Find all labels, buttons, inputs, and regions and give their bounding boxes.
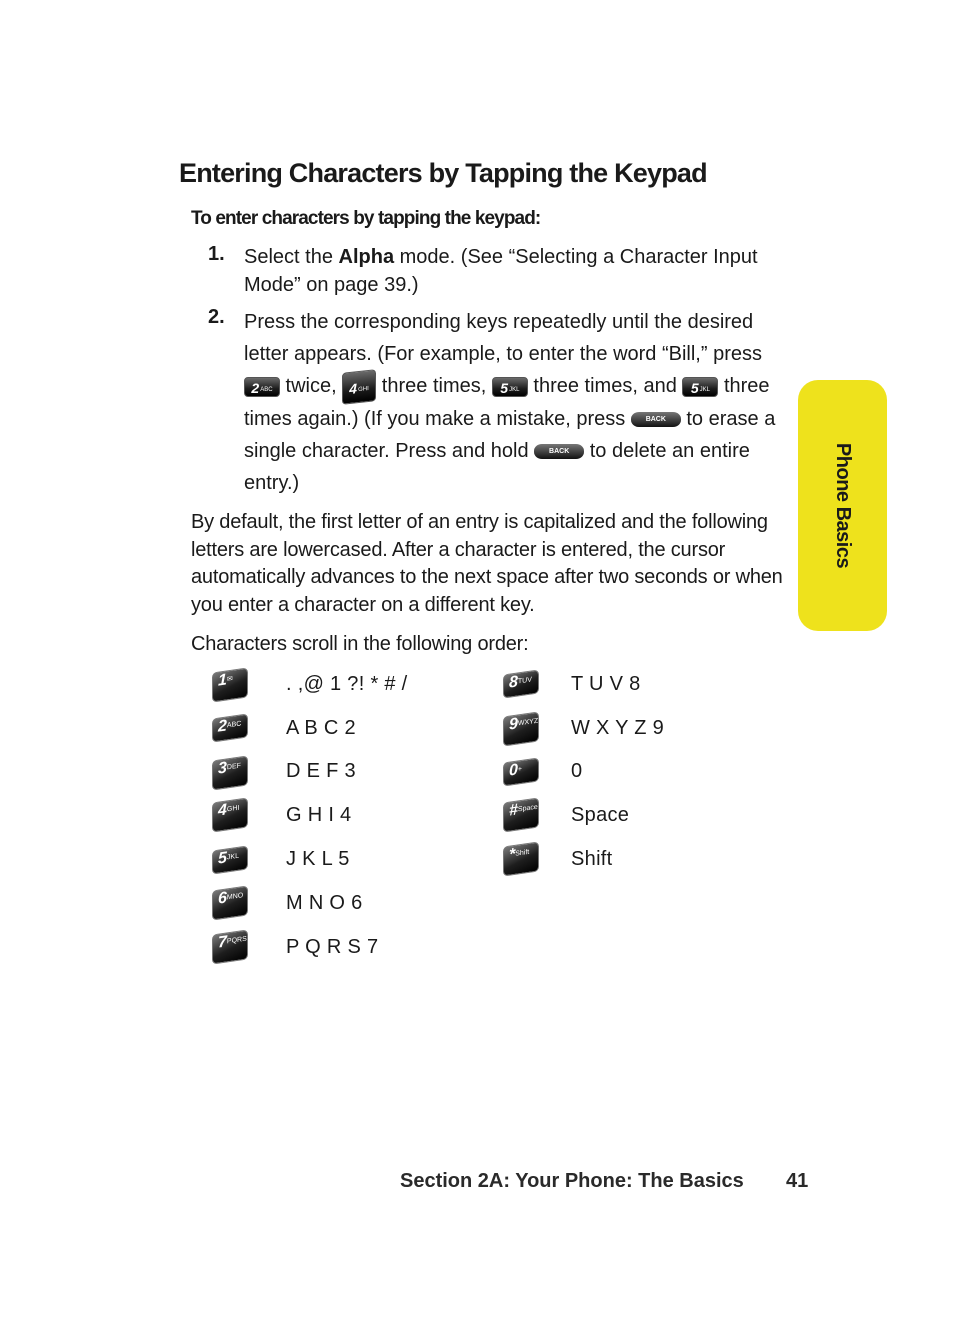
envelope-icon: ✉ xyxy=(226,675,233,684)
key-pound-label: Space xyxy=(517,803,538,814)
key-4-digit: 4 xyxy=(218,801,227,820)
key-6-letters: MNO xyxy=(226,892,244,902)
step-2-text-7: to delete an entire entry.) xyxy=(244,439,750,494)
key-0-plus: + xyxy=(517,765,522,774)
key-2-icon xyxy=(212,713,248,742)
key-1-icon xyxy=(212,667,248,702)
key-8-digit: 8 xyxy=(509,673,518,692)
key-9-chars: W X Y Z 9 xyxy=(571,717,665,739)
key-3-chars: D E F 3 xyxy=(286,760,356,782)
key-2-letters: ABC xyxy=(226,720,242,730)
step-2-text-4: three times, and xyxy=(527,375,683,397)
key-5-digit: 5 xyxy=(690,379,699,396)
key-4-icon xyxy=(212,797,248,832)
key-star-symbol: * xyxy=(509,845,516,864)
section-tab-label-wrap xyxy=(798,380,887,631)
key-5-icon xyxy=(212,845,248,874)
key-star-label: Shift xyxy=(515,848,530,858)
key-2-digit: 2 xyxy=(218,717,227,736)
key-8-icon xyxy=(503,669,539,698)
scroll-order-intro: Characters scroll in the following order: xyxy=(191,633,529,655)
key-2-letters: ABC xyxy=(260,386,273,393)
key-0-icon xyxy=(503,757,539,786)
key-5-digit: 5 xyxy=(500,379,509,396)
step-1-text-b: mode. (See “Selecting a Character Input Mode” on page 39.) xyxy=(244,246,758,296)
key-4-digit: 4 xyxy=(349,379,358,397)
key-7-chars: P Q R S 7 xyxy=(286,936,379,958)
key-7-letters: PQRS xyxy=(226,935,247,946)
key-9-digit: 9 xyxy=(509,715,518,734)
step-2-number: 2. xyxy=(208,306,225,328)
key-1-digit: 1 xyxy=(218,671,227,690)
key-5-letters: JKL xyxy=(509,386,520,393)
section-tab-label: Phone Basics xyxy=(832,442,855,569)
key-5-chars: J K L 5 xyxy=(286,848,350,870)
key-8-chars: T U V 8 xyxy=(571,673,641,695)
key-6-digit: 6 xyxy=(218,889,227,908)
step-2-text xyxy=(244,306,792,499)
step-2-text-2: twice, xyxy=(280,375,343,397)
step-2-text-3: three times, xyxy=(376,375,492,397)
key-3-icon xyxy=(212,755,248,790)
key-star-icon xyxy=(503,841,539,876)
key-4-letters: GHI xyxy=(226,804,240,814)
step-2-text-1: Press the corresponding keys repeatedly until the desired letter appears. (For example, to enter the word “Bill,” press xyxy=(244,311,762,365)
key-3-digit: 3 xyxy=(218,759,227,778)
key-4-letters: GHI xyxy=(358,385,369,393)
key-6-icon xyxy=(212,885,248,920)
step-2-text-6: to erase a single character. Press and hold xyxy=(244,407,776,462)
key-9-letters: WXYZ xyxy=(517,717,539,728)
default-capitalization-paragraph: By default, the first letter of an entry is capitalized and the following letters are lowercased. After a character is entered, the cursor automatically advances to the next space after two seconds or when you enter a character on a different key. xyxy=(191,511,783,616)
key-5-letters: JKL xyxy=(226,852,239,862)
key-5-letters: JKL xyxy=(699,386,710,393)
key-8-letters: TUV xyxy=(517,676,532,686)
key-7-icon xyxy=(212,929,248,964)
key-5-icon xyxy=(682,377,718,397)
step-1-text xyxy=(244,243,792,299)
key-3-letters: DEF xyxy=(226,762,241,772)
key-6-chars: M N O 6 xyxy=(286,892,363,914)
page-heading: Entering Characters by Tapping the Keypad xyxy=(179,158,707,188)
key-pound-chars: Space xyxy=(571,804,630,826)
key-5-digit: 5 xyxy=(218,849,227,868)
key-2-digit: 2 xyxy=(251,379,260,396)
step-1-number: 1. xyxy=(208,243,225,265)
key-9-icon xyxy=(503,711,539,746)
key-1-chars: . ,@ 1 ?! * # / xyxy=(286,673,408,695)
key-0-chars: 0 xyxy=(571,760,583,782)
key-4-chars: G H I 4 xyxy=(286,804,352,826)
key-pound-symbol: # xyxy=(509,801,518,820)
key-pound-icon xyxy=(503,797,539,832)
footer-section-title: Section 2A: Your Phone: The Basics xyxy=(400,1170,744,1192)
key-7-digit: 7 xyxy=(218,933,227,952)
page-number: 41 xyxy=(786,1170,809,1192)
key-star-chars: Shift xyxy=(571,848,613,870)
key-5-icon xyxy=(492,377,528,397)
step-1-text-a: Select the xyxy=(244,246,339,268)
key-0-digit: 0 xyxy=(509,761,518,780)
procedure-subheading: To enter characters by tapping the keypad: xyxy=(191,208,541,229)
step-2-text-5: three times again.) (If you make a mistake, press xyxy=(244,375,770,430)
key-2-chars: A B C 2 xyxy=(286,717,356,739)
back-key-icon: BACK xyxy=(631,412,681,427)
key-2-icon xyxy=(244,377,280,397)
key-4-icon xyxy=(342,369,376,405)
back-key-icon: BACK xyxy=(534,444,584,459)
alpha-mode-term: Alpha xyxy=(338,246,395,268)
